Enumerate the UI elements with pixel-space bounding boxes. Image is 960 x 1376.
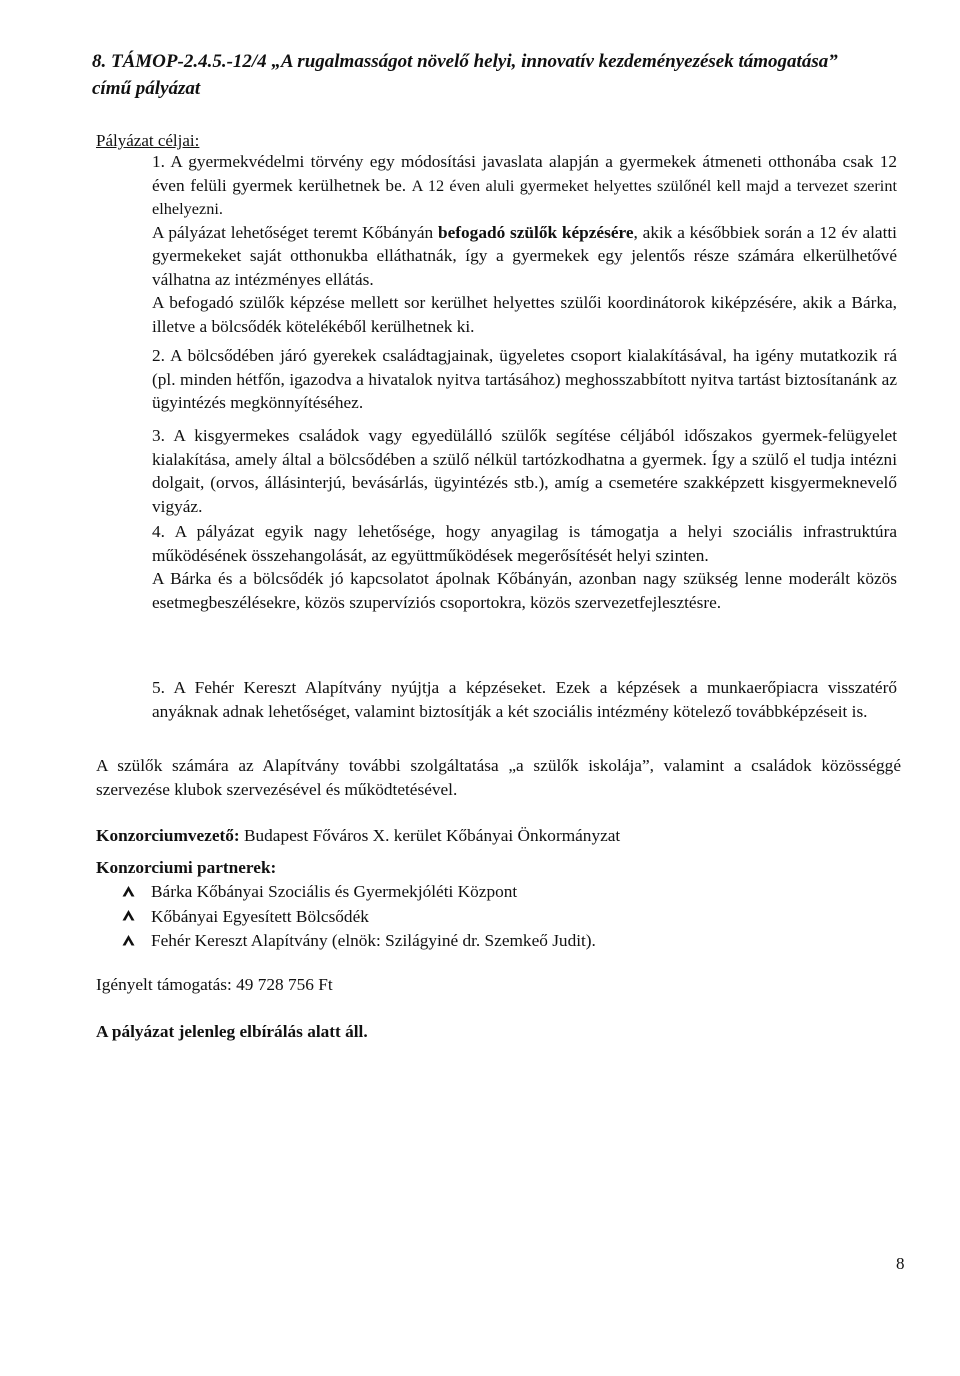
page-number: 8 [896,1254,905,1273]
goal-1-p2-pre: A pályázat lehetőséget teremt Kőbányán [152,222,438,242]
list-item [122,905,596,930]
goal-4-paragraph-1: 4. A pályázat egyik nagy lehetősége, hogy anyagilag is támogatja a helyi szociális infrastruktúra működésének összehangolását, az együttműködések megerősítését helyi szinten. [152,522,897,565]
triangle-bullet-icon [122,935,135,946]
goal-1-paragraph-2 [152,221,897,292]
triangle-bullet-icon [122,910,135,921]
list-item [122,880,596,905]
partners-label: Konzorciumi partnerek: [96,858,277,877]
goal-3 [152,424,897,518]
goal-5-paragraph: 5. A Fehér Kereszt Alapítvány nyújtja a képzéseket. Ezek a képzések a munkaerőpiacra visszatérő anyáknak adnak lehetőséget, valamint biztosítják a két szociális intézmény kötelező továbbképzéseit is. [152,678,897,721]
goal-4-paragraph-2: A Bárka és a bölcsődék jó kapcsolatot ápolnak Kőbányán, azonban nagy szükség lenne moderált közös esetmegbeszélésekre, közös szupervíziós csoportokra, közös szervezetfejlesztésre. [152,569,897,612]
goal-1-text-a: 1. A gyermekvédelmi törvény egy módosítási javaslata alapján a gyermekek átmeneti otthonába csak 12 éven felüli gyermek kerülhetnek be. [152,152,897,195]
requested-support: Igényelt támogatás: 49 728 756 Ft [96,975,333,994]
triangle-bullet-icon [122,886,135,897]
consortium-leader-label: Konzorciumvezető: [96,826,240,845]
partner-name: Fehér Kereszt Alapítvány (elnök: Szilágyiné dr. Szemkeő Judit). [151,931,596,950]
goal-2-paragraph: 2. A bölcsődében járó gyerekek családtagjainak, ügyeletes csoport kialakításával, ha igény mutatkozik rá (pl. minden hétfőn, igazodva a hivatalok nyitva tartásához) meghosszabbított nyitva tartást biztosítanánk az ügyintézés megkönnyítéséhez. [152,346,897,412]
closing-paragraph: A szülők számára az Alapítvány további szolgáltatása „a szülők iskolája”, valamint a családok közösséggé szervezése klubok szervezésével és működtetésével. [96,756,901,799]
goal-1-p2-bold: befogadó szülők képzésére [438,222,634,242]
goal-1-paragraph-3: A befogadó szülők képzése mellett sor kerülhet helyettes szülői koordinátorok kiképzésére, akik a Bárka, illetve a bölcsődék kötelékéből kerülhetnek ki. [152,293,897,336]
goal-1-p2-post: , akik a későbbiek során a 12 év alatti gyermekeket saját otthonukba elláthatnák, így a gyermekek egy jelentős része számára elkerülhetővé válhatna az intézményes ellátás. [152,222,897,289]
goal-2 [152,344,897,415]
goal-1 [152,150,897,338]
goal-3-paragraph: 3. A kisgyermekes családok vagy egyedülálló szülők segítése céljából időszakos gyermek-felügyelet kialakítása, amely által a bölcsődében a szülő nélkül tartózkodhatna a gyermek. Így a szülő el tudja intézni dolgait, (orvos, állásinterjú, bevásárlás, ügyintézés stb.), amíg a csemetére szakképzett kisgyermeknevelő vigyáz. [152,426,897,516]
section-title-line1: 8. TÁMOP-2.4.5.-12/4 „A rugalmasságot növelő helyi, innovatív kezdeményezések támogatása” [92,51,838,72]
partner-list [122,880,596,954]
partner-name: Bárka Kőbányai Szociális és Gyermekjóléti Központ [151,882,518,901]
consortium-leader [96,824,901,848]
application-status: A pályázat jelenleg elbírálás alatt áll. [96,1022,368,1041]
consortium-leader-value: Budapest Főváros X. kerület Kőbányai Önkormányzat [239,826,621,845]
list-item [122,929,596,954]
section-title [92,48,922,102]
goal-4 [152,520,897,614]
section-title-line2: című pályázat [92,78,201,99]
goals-label: Pályázat céljai: [96,131,200,150]
goal-1-paragraph-1 [152,150,897,221]
partner-name: Kőbányai Egyesített Bölcsődék [151,906,369,926]
closing-paragraph-block [96,754,901,801]
goal-1-text-b: A 12 éven aluli gyermeket helyettes szülőnél kell majd a tervezet szerint elhelyezni. [152,175,897,218]
goal-5 [152,676,897,723]
